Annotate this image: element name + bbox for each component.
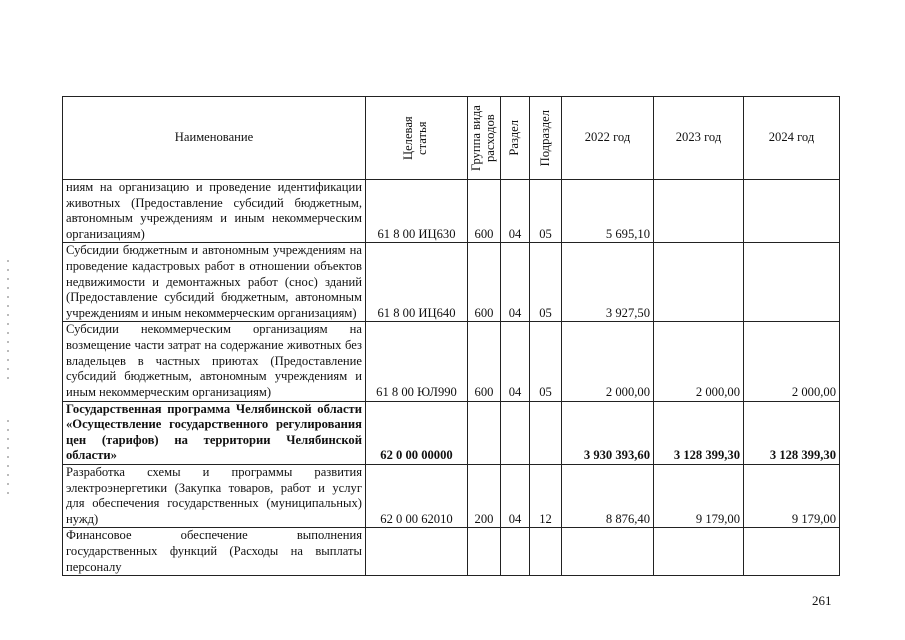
row-year-2023	[654, 243, 744, 322]
row-year-2022	[562, 528, 654, 576]
row-year-2024	[744, 243, 840, 322]
table-row	[63, 322, 840, 401]
row-subsection: 05	[530, 243, 562, 322]
row-subsection	[530, 401, 562, 464]
row-year-2022: 5 695,10	[562, 180, 654, 243]
row-year-2023: 9 179,00	[654, 464, 744, 527]
row-expense-group: 200	[468, 464, 501, 527]
header-subsection-label: Подраздел	[537, 109, 552, 167]
table-header-row	[63, 97, 840, 180]
page-number: 261	[812, 593, 832, 608]
budget-table	[62, 96, 840, 576]
header-section-label: Раздел	[507, 120, 522, 156]
row-name: Субсидии некоммерческим организациям на возмещение части затрат на содержание животных без владельцев в частных приютах (Предоставление субсидий бюджетным, автономным учреждениям и иным некоммерческим организациям)	[63, 322, 366, 401]
table-row	[63, 528, 840, 576]
row-target-article: 61 8 00 ЮЛ990	[366, 322, 468, 401]
row-target-article: 61 8 00 ИЦ640	[366, 243, 468, 322]
header-year-2024: 2024 год	[744, 97, 840, 180]
header-expense-group-label: Группа вида расходов	[469, 105, 497, 171]
row-year-2022: 3 927,50	[562, 243, 654, 322]
row-target-article	[366, 528, 468, 576]
row-expense-group	[468, 401, 501, 464]
row-year-2024: 9 179,00	[744, 464, 840, 527]
table-row	[63, 464, 840, 527]
row-target-article: 61 8 00 ИЦ630	[366, 180, 468, 243]
row-section: 04	[501, 322, 530, 401]
row-section	[501, 401, 530, 464]
row-section: 04	[501, 243, 530, 322]
row-subsection: 12	[530, 464, 562, 527]
row-expense-group: 600	[468, 243, 501, 322]
header-section	[501, 97, 530, 180]
scan-margin-marks	[7, 260, 9, 380]
header-expense-group	[468, 97, 501, 180]
row-target-article: 62 0 00 00000	[366, 401, 468, 464]
row-year-2024	[744, 180, 840, 243]
row-subsection	[530, 528, 562, 576]
header-year-2022: 2022 год	[562, 97, 654, 180]
row-name: Разработка схемы и программы развития электроэнергетики (Закупка товаров, работ и услуг для обеспечения государственных (муниципальных) нужд)	[63, 464, 366, 527]
scan-margin-marks	[7, 420, 9, 500]
row-year-2023: 2 000,00	[654, 322, 744, 401]
row-expense-group: 600	[468, 180, 501, 243]
row-name: Государственная программа Челябинской области «Осуществление государственного регулирования цен (тарифов) на территории Челябинской области»	[63, 401, 366, 464]
header-name: Наименование	[63, 97, 366, 180]
row-section	[501, 528, 530, 576]
row-expense-group: 600	[468, 322, 501, 401]
header-subsection	[530, 97, 562, 180]
row-year-2024	[744, 528, 840, 576]
row-year-2024: 3 128 399,30	[744, 401, 840, 464]
row-name: Субсидии бюджетным и автономным учреждениям на проведение кадастровых работ в отношении объектов недвижимости и демонтажных работ (снос) зданий (Предоставление субсидий бюджетным, автономным учреждениям и иным некоммерческим организациям)	[63, 243, 366, 322]
row-expense-group	[468, 528, 501, 576]
header-target-article	[366, 97, 468, 180]
row-year-2022: 2 000,00	[562, 322, 654, 401]
row-year-2022: 8 876,40	[562, 464, 654, 527]
row-year-2023	[654, 180, 744, 243]
row-target-article: 62 0 00 62010	[366, 464, 468, 527]
row-name: Финансовое обеспечение выполнения государственных функций (Расходы на выплаты персоналу	[63, 528, 366, 576]
row-year-2023: 3 128 399,30	[654, 401, 744, 464]
header-year-2023: 2023 год	[654, 97, 744, 180]
table-row	[63, 243, 840, 322]
row-year-2023	[654, 528, 744, 576]
table-row	[63, 180, 840, 243]
row-year-2022: 3 930 393,60	[562, 401, 654, 464]
row-subsection: 05	[530, 180, 562, 243]
row-section: 04	[501, 180, 530, 243]
table-row-program	[63, 401, 840, 464]
header-target-article-label: Целевая статья	[400, 116, 429, 160]
row-name: ниям на организацию и проведение идентификации животных (Предоставление субсидий бюджетным, автономным учреждениям и иным некоммерческим организациям)	[63, 180, 366, 243]
row-section: 04	[501, 464, 530, 527]
row-subsection: 05	[530, 322, 562, 401]
row-year-2024: 2 000,00	[744, 322, 840, 401]
